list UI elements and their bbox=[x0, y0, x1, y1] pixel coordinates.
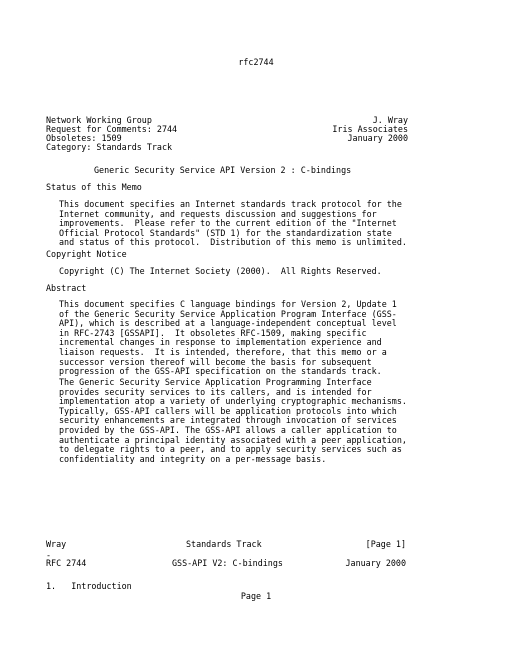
meta-category: Category: Standards Track bbox=[46, 142, 173, 152]
footer-author: Wray bbox=[46, 539, 67, 549]
section-introduction-heading: 1. Introduction bbox=[46, 581, 132, 591]
meta-organization: Iris Associates bbox=[332, 124, 408, 134]
meta-network-working-group: Network Working Group bbox=[46, 115, 152, 125]
page-break-mark: - bbox=[46, 550, 52, 560]
abstract-paragraph-1: This document specifies C language bindings for Version 2, Update 1 of the Generic Security Service Application Program Interface (GSS- API), which is described at a language-independent conceptual level in RFC-2743 [GSSAPI]. It obsoletes RFC-1509, making specific incremental changes in response to implementation experience and liaison requests. It is intended, therefore, that this memo or a successor version thereof will become the basis for subsequent progression of the GSS-API specification on the standards track. bbox=[59, 299, 397, 377]
copyright-body: Copyright (C) The Internet Society (2000). All Rights Reserved. bbox=[59, 266, 382, 276]
meta-author: J. Wray bbox=[372, 115, 408, 125]
status-body: This document specifies an Internet standards track protocol for the Internet community, and requests discussion and suggestions for improvements. Please refer to the current edition of the "Internet Official Protocol Standards" (STD 1) for the standardization state and status of this protocol. Distribution of this memo is unlimited. bbox=[59, 199, 407, 248]
document-title: Generic Security Service API Version 2 : C-bindings bbox=[94, 165, 352, 175]
running-header-title: GSS-API V2: C-bindings bbox=[172, 558, 283, 568]
abstract-paragraph-2: The Generic Security Service Application Programming Interface provides security services to its callers, and is intended for implementation atop a variety of underlying cryptographic mechanisms. Typically, GSS-API callers will be application protocols into which security enhancements are integrated through invocation of services provided by the GSS-API. The GSS-API allows a caller application to authenticate a principal identity associated with a peer application, to delegate rights to a peer, and to apply security services such as confidentiality and integrity on a per-message basis. bbox=[59, 377, 407, 464]
footer-page-number: [Page 1] bbox=[365, 539, 406, 549]
page-header: rfc2744 bbox=[238, 57, 274, 67]
copyright-heading: Copyright Notice bbox=[46, 249, 127, 259]
running-header-date: January 2000 bbox=[345, 558, 406, 568]
abstract-heading: Abstract bbox=[46, 283, 87, 293]
status-heading: Status of this Memo bbox=[46, 182, 142, 192]
page-label: Page 1 bbox=[240, 591, 272, 601]
running-header-rfc: RFC 2744 bbox=[46, 558, 87, 568]
footer-status: Standards Track bbox=[186, 539, 262, 549]
meta-date: January 2000 bbox=[347, 133, 408, 143]
meta-obsoletes: Obsoletes: 1509 bbox=[46, 133, 122, 143]
meta-request-for-comments: Request for Comments: 2744 bbox=[46, 124, 178, 134]
